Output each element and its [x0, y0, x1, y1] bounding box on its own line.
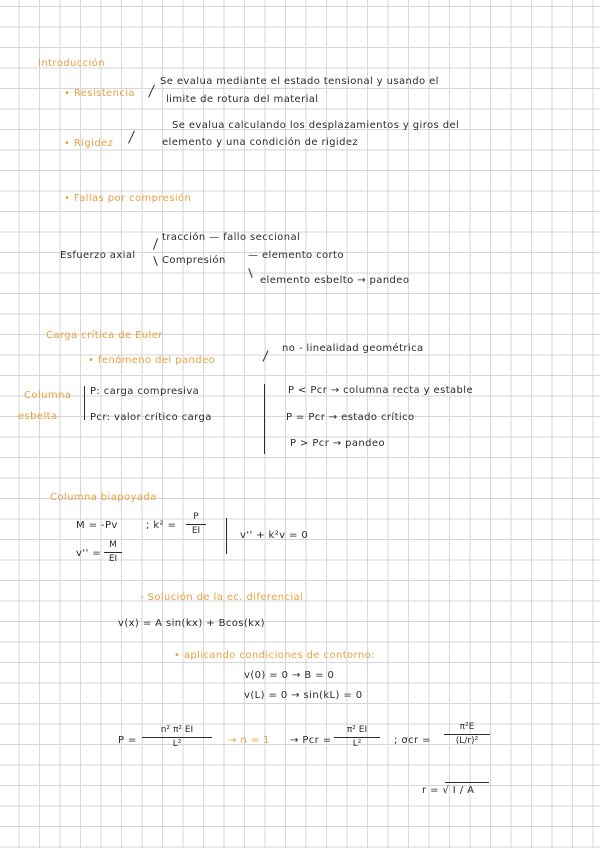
v-fraction: [104, 540, 122, 565]
general-solution: v(x) = A sin(kx) + Bcos(kx): [118, 618, 265, 629]
slash-mark: [263, 350, 269, 361]
intro-title: Introducción: [38, 58, 105, 69]
k-numerator: P: [193, 512, 199, 522]
sqrt-overbar: [445, 782, 489, 783]
fraction-bar: [444, 734, 490, 735]
ode-brace: [226, 518, 227, 554]
sigma-numerator: π²E: [459, 722, 475, 732]
p-formula-left: P =: [118, 735, 137, 746]
pcr-definition: Pcr: valor crítico carga: [90, 412, 212, 423]
fallas-title: • Fallas por compresión: [64, 193, 192, 204]
fraction-bar: [104, 552, 122, 553]
rigidez-label: • Rigidez: [64, 138, 114, 149]
left-brace: [84, 386, 85, 420]
case-stable: P < Pcr → columna recta y estable: [288, 385, 474, 396]
biapoyada-title: Columna biapoyada: [50, 492, 157, 503]
case-buckling: P > Pcr → pandeo: [290, 438, 385, 449]
fraction-bar: [334, 737, 380, 738]
elemento-esbelto: elemento esbelto → pandeo: [260, 275, 410, 286]
slash-mark: [248, 268, 252, 278]
condiciones-title: • aplicando condiciones de contorno:: [174, 650, 375, 661]
pcr-formula-left: → Pcr =: [290, 735, 332, 746]
slash-mark: [128, 130, 135, 143]
case-critical: P = Pcr → estado crítico: [286, 412, 415, 423]
p-denominator: L²: [172, 739, 182, 749]
p-numerator: n² π² EI: [160, 725, 194, 735]
traccion-text: tracción — fallo seccional: [162, 232, 301, 243]
sigma-fraction: [444, 722, 490, 747]
moment-equation: M = -Pv: [76, 520, 118, 531]
boundary-condition-1: v(0) = 0 → B = 0: [244, 670, 335, 681]
fenomeno-pandeo: • fenómeno del pandeo: [88, 355, 216, 366]
v-numerator: M: [109, 540, 117, 550]
pcr-numerator: π² EI: [346, 725, 368, 735]
v-equation-left: v'' =: [76, 548, 101, 559]
fraction-bar: [186, 524, 206, 525]
rigidez-text-2: elemento y una condición de rigidez: [162, 137, 359, 148]
ode-equation: v'' + k²v = 0: [240, 530, 309, 541]
cases-brace: [264, 384, 265, 454]
pcr-fraction: [334, 725, 380, 750]
sigma-formula-left: ; σcr =: [394, 735, 431, 746]
fraction-bar: [142, 737, 212, 738]
esbelta-label: esbelta: [18, 411, 58, 422]
radius-of-gyration: r = √ I / A: [422, 785, 475, 796]
pcr-denominator: L²: [352, 739, 362, 749]
k-equation-left: ; k² =: [146, 520, 177, 531]
boundary-condition-2: v(L) = 0 → sin(kL) = 0: [244, 690, 363, 701]
columna-label: Columna: [24, 390, 72, 401]
no-linealidad: no - linealidad geométrica: [282, 343, 424, 354]
v-denominator: EI: [108, 554, 118, 564]
k-fraction: [186, 512, 206, 537]
rigidez-text-1: Se evalua calculando los desplazamientos y giros del: [172, 120, 460, 131]
euler-title: Carga crítica de Euler: [46, 330, 163, 341]
esfuerzo-axial: Esfuerzo axial: [60, 250, 136, 261]
slash-mark: [153, 238, 158, 250]
solucion-title: - Solución de la ec. diferencial: [140, 592, 304, 603]
p-definition: P: carga compresiva: [90, 386, 200, 397]
resistencia-label: • Resistencia: [64, 88, 135, 99]
resistencia-text-1: Se evalua mediante el estado tensional y usando el: [160, 76, 439, 87]
slash-mark: [153, 256, 157, 266]
k-denominator: EI: [191, 526, 201, 536]
slash-mark: [148, 84, 155, 97]
n-equals-1: → n = 1: [228, 735, 270, 746]
compresion-text: Compresión: [162, 255, 226, 266]
sigma-denominator: (L/r)²: [455, 736, 479, 746]
p-fraction: [142, 725, 212, 750]
resistencia-text-2: limite de rotura del material: [166, 94, 319, 105]
elemento-corto: — elemento corto: [248, 250, 344, 261]
